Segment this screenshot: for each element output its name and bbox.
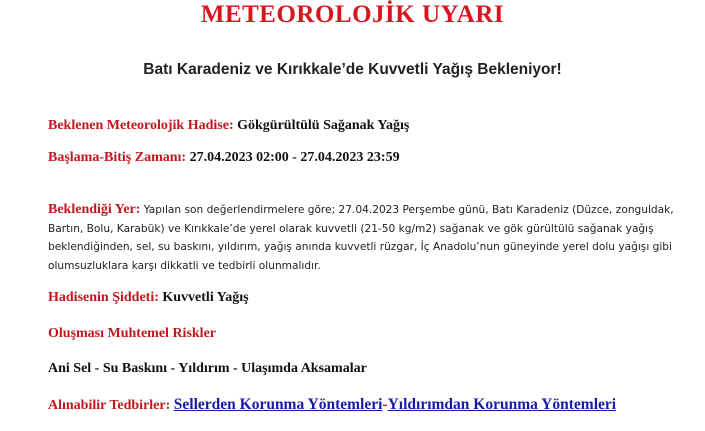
severity-row	[48, 290, 249, 306]
period-label: Başlama-Bitiş Zamanı:	[48, 150, 187, 165]
flood-protection-link[interactable]: Sellerden Korunma Yöntemleri	[173, 396, 383, 413]
event-row	[48, 118, 409, 134]
period-row	[48, 150, 400, 166]
page-title: METEOROLOJİK UYARI	[200, 1, 505, 28]
link-separator: -	[382, 396, 388, 413]
risks-row	[48, 361, 367, 377]
period-value: 27.04.2023 02:00 - 27.04.2023 23:59	[189, 150, 400, 165]
severity-label: Hadisenin Şiddeti:	[48, 290, 159, 305]
area-text: Yapılan son değerlendirmelere göre; 27.04.2023 Perşembe günü, Batı Karadeniz (Düzce, zonguldak, Bartın, Bolu, Karabük) ve Kırıkkale’de yerel olarak kuvvetli (21-50 kg/m2) sağanak ve gök gürültülü sağanak yağış beklendiğinden, sel, su baskını, yıldırım, yağış anında kuvvetli rüzgar, İç Anadolu’nun güneyinde yerel dolu yağışı gibi olumsuzluklara karşı dikkatli ve tedbirli olunmalıdır.	[48, 204, 674, 272]
warning-headline: Batı Karadeniz ve Kırıkkale’de Kuvvetli Yağış Bekleniyor!	[143, 61, 562, 78]
lightning-protection-link[interactable]: Yıldırımdan Korunma Yöntemleri	[387, 396, 617, 413]
measures-row	[48, 396, 616, 414]
event-value: Gökgürültülü Sağanak Yağış	[237, 118, 410, 133]
risks-label: Oluşması Muhtemel Riskler	[48, 326, 216, 341]
risks-value: Ani Sel - Su Baskını - Yıldırım - Ulaşımda Aksamalar	[48, 361, 367, 376]
risks-heading	[48, 326, 216, 342]
measures-label: Alınabilir Tedbirler:	[48, 398, 171, 413]
area-label: Beklendiği Yer:	[48, 202, 141, 217]
area-paragraph	[48, 201, 688, 275]
severity-value: Kuvvetli Yağış	[162, 290, 249, 305]
event-label: Beklenen Meteorolojik Hadise:	[48, 118, 234, 133]
